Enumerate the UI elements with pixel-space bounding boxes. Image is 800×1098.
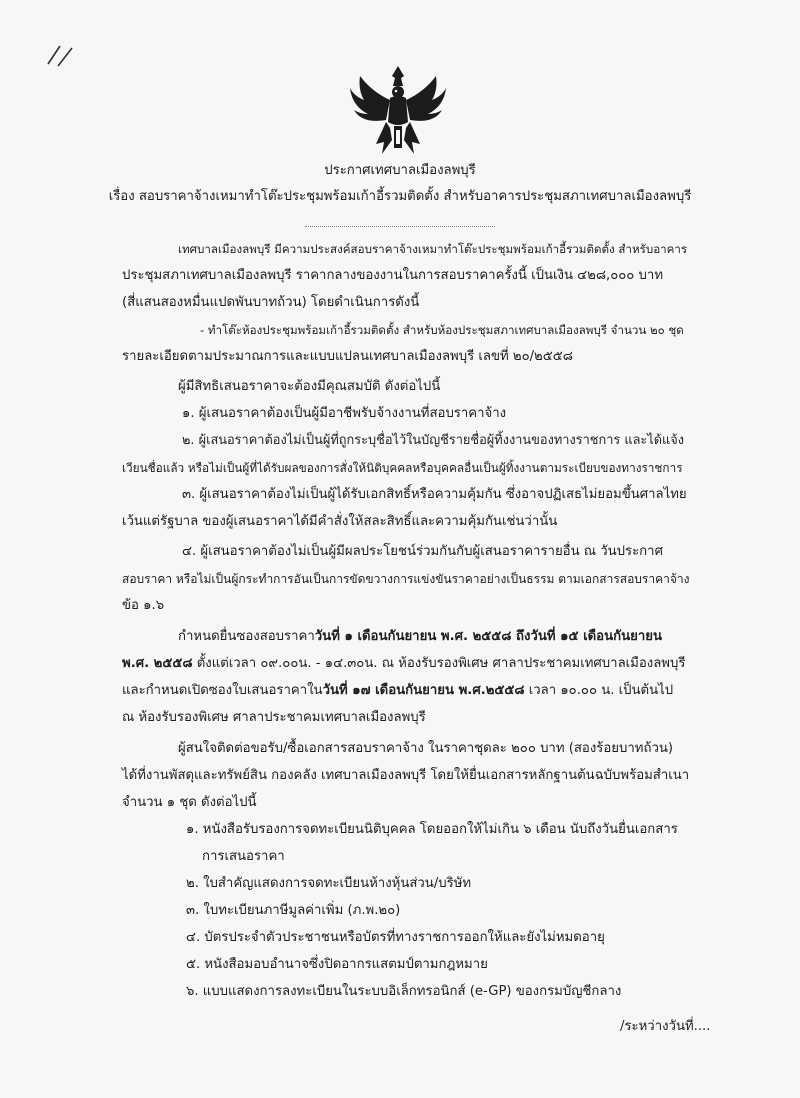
garuda-emblem-icon (346, 62, 450, 158)
intro-item-line-2: รายละเอียดตามประมาณการและแบบแปลนเทศบาลเมืองลพบุรี เลขที่ ๒๐/๒๕๕๘ (122, 349, 573, 364)
handwritten-slash-mark (40, 40, 80, 70)
qualification-4-line-1: ๔. ผู้เสนอราคาต้องไม่เป็นผู้มีผลประโยชน์ร่วมกันกับผู้เสนอราคารายอื่น ณ วันประกาศ (182, 544, 663, 559)
intro-line-3: (สี่แสนสองหมื่นแปดพันบาทถ้วน) โดยดำเนินการดังนี้ (122, 295, 420, 310)
schedule-label: กำหนดยื่นซองสอบราคา (178, 629, 315, 644)
document-item-1: ๑. หนังสือรับรองการจดทะเบียนนิติบุคคล โดยออกให้ไม่เกิน ๖ เดือน นับถึงวันยื่นเอกสาร (186, 822, 678, 837)
schedule-line-2 (122, 655, 685, 673)
submission-year: พ.ศ. ๒๕๕๘ (122, 656, 193, 671)
submission-time-place: ตั้งแต่เวลา ๐๙.๐๐น. - ๑๔.๓๐น. ณ ห้องรับรองพิเศษ ศาลาประชาคมเทศบาลเมืองลพบุรี (192, 656, 686, 671)
announcement-title: ประกาศเทศบาลเมืองลพบุรี (324, 163, 476, 178)
documents-line-1: ผู้สนใจติดต่อขอรับ/ซื้อเอกสารสอบราคาจ้าง ในราคาชุดละ ๒๐๐ บาท (สองร้อยบาทถ้วน) (178, 741, 674, 756)
qualification-2-line-2: เวียนชื่อแล้ว หรือไม่เป็นผู้ที่ได้รับผลของการสั่งให้นิติบุคคลหรือบุคคลอื่นเป็นผู้ทิ้งงานตามระเบียบของทางราชการ (122, 461, 683, 475)
document-item-2: ๒. ใบสำคัญแสดงการจดทะเบียนห้างหุ้นส่วน/บริษัท (186, 876, 472, 891)
qualifications-heading: ผู้มีสิทธิเสนอราคาจะต้องมีคุณสมบัติ ดังต่อไปนี้ (178, 379, 441, 394)
document-item-5: ๕. หนังสือมอบอำนาจซึ่งปิดอากรแสตมป์ตามกฎหมาย (186, 957, 488, 972)
documents-line-2: ได้ที่งานพัสดุและทรัพย์สิน กองคลัง เทศบาลเมืองลพบุรี โดยให้ยื่นเอกสารหลักฐานต้นฉบับพร้อมสำเนา (122, 768, 690, 783)
document-item-1-continued: การเสนอราคา (202, 849, 285, 864)
schedule-line-4: ณ ห้องรับรองพิเศษ ศาลาประชาคมเทศบาลเมืองลพบุรี (122, 710, 426, 725)
page-continuation: /ระหว่างวันที่.... (620, 1019, 711, 1034)
schedule-line-1 (178, 628, 662, 646)
document-item-6: ๖. แบบแสดงการลงทะเบียนในระบบอิเล็กทรอนิกส์ (e-GP) ของกรมบัญชีกลาง (186, 984, 622, 999)
qualification-3-line-1: ๓. ผู้เสนอราคาต้องไม่เป็นผู้ได้รับเอกสิทธิ์หรือความคุ้มกัน ซึ่งอาจปฏิเสธไม่ยอมขึ้นศาลไทย (182, 487, 687, 502)
opening-date: วันที่ ๑๗ เดือนกันยายน พ.ศ.๒๕๕๘ (322, 683, 525, 698)
announcement-subject: เรื่อง สอบราคาจ้างเหมาทำโต๊ะประชุมพร้อมเก้าอี้รวมติดตั้ง สำหรับอาคารประชุมสภาเทศบาลเมืองลพบุรี (108, 189, 692, 204)
qualification-4-line-2: สอบราคา หรือไม่เป็นผู้กระทำการอันเป็นการขัดขวางการแข่งขันราคาอย่างเป็นธรรม ตามเอกสารสอบราคาจ้าง (122, 572, 690, 586)
qualification-3-line-2: เว้นแต่รัฐบาล ของผู้เสนอราคาได้มีคำสั่งให้สละสิทธิ์และความคุ้มกันเช่นว่านั้น (122, 514, 558, 529)
intro-item-line-1: - ทำโต๊ะห้องประชุมพร้อมเก้าอี้รวมติดตั้ง สำหรับห้องประชุมสภาเทศบาลเมืองลพบุรี จำนวน ๒๐ ชุด (200, 323, 684, 337)
title-divider (305, 226, 495, 227)
opening-time: เวลา ๑๐.๐๐ น. เป็นต้นไป (524, 683, 674, 698)
qualification-4-line-3: ข้อ ๑.๖ (122, 598, 165, 613)
document-item-4: ๔. บัตรประจำตัวประชาชนหรือบัตรที่ทางราชการออกให้และยังไม่หมดอายุ (186, 930, 605, 945)
schedule-line-3 (122, 682, 673, 700)
intro-line-1: เทศบาลเมืองลพบุรี มีความประสงค์สอบราคาจ้างเหมาทำโต๊ะประชุมพร้อมเก้าอี้รวมติดตั้ง สำหรับอาคาร (178, 242, 688, 256)
documents-line-3: จำนวน ๑ ชุด ดังต่อไปนี้ (122, 795, 257, 810)
qualification-1: ๑. ผู้เสนอราคาต้องเป็นผู้มีอาชีพรับจ้างงานที่สอบราคาจ้าง (182, 406, 507, 421)
submission-dates: วันที่ ๑ เดือนกันยายน พ.ศ. ๒๕๕๘ ถึงวันที่ ๑๕ เดือนกันยายน (314, 629, 662, 644)
opening-label: และกำหนดเปิดซองใบเสนอราคาใน (122, 683, 323, 698)
intro-line-2: ประชุมสภาเทศบาลเมืองลพบุรี ราคากลางของงานในการสอบราคาครั้งนี้ เป็นเงิน ๔๒๘,๐๐๐ บาท (122, 268, 664, 283)
document-item-3: ๓. ใบทะเบียนภาษีมูลค่าเพิ่ม (ภ.พ.๒๐) (186, 903, 401, 918)
qualification-2-line-1: ๒. ผู้เสนอราคาต้องไม่เป็นผู้ที่ถูกระบุชื่อไว้ในบัญชีรายชื่อผู้ทิ้งงานของทางราชการ และได้แจ้ง (182, 433, 685, 448)
